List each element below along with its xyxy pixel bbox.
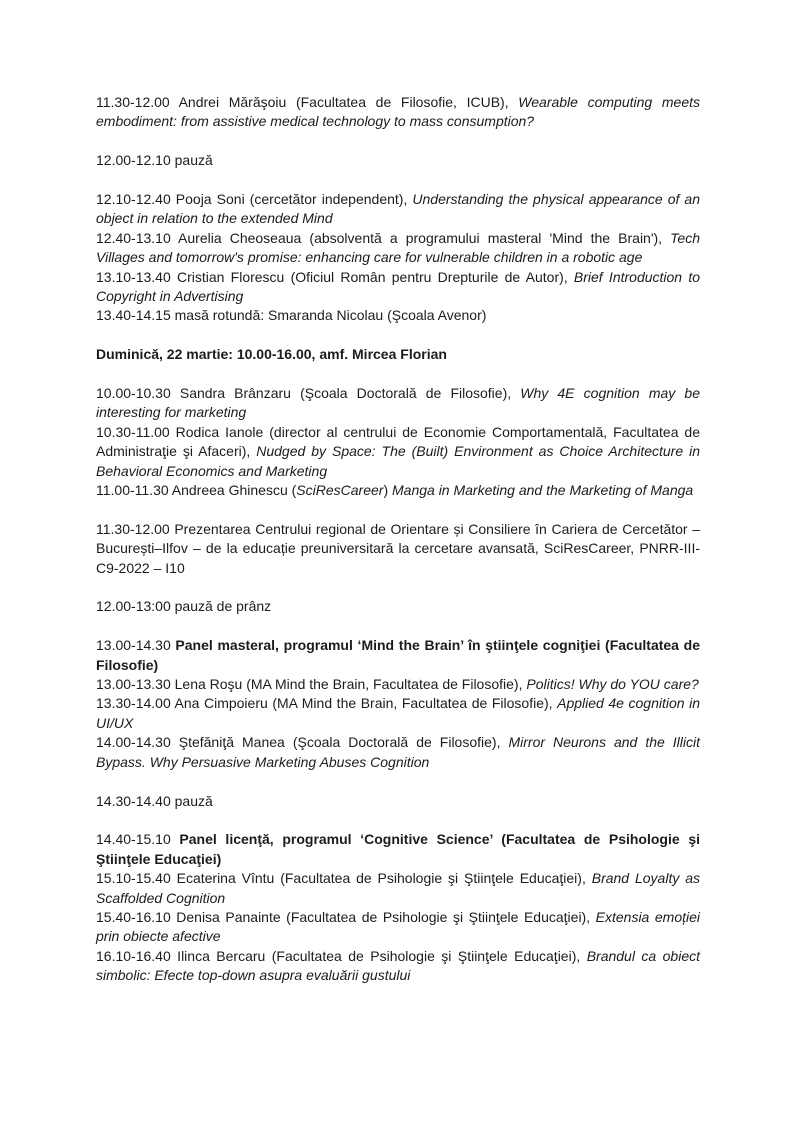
schedule-entry: [96, 733, 700, 772]
text-run: 14.40-15.10: [96, 831, 180, 848]
text-run: Mirror Neurons and the Illicit Bypass. Why Persuasive Marketing Abuses Cognition: [96, 734, 701, 770]
section-heading: [96, 830, 700, 869]
text-run: Understanding the physical appearance of an object in relation to the extended Mind: [96, 191, 701, 227]
text-run: 11.30-12.00 Andrei Mărăşoiu (Facultatea de Filosofie, ICUB),: [96, 94, 519, 110]
text-run: 11.30-12.00 Prezentarea Centrului regional de Orientare și Consiliere în Cariera de Cercetător – București–Ilfov – de la educație preuniversitară la cercetare avansată, SciResCareer, PNRR-III-C9-2022 – I10: [96, 520, 700, 576]
text-run: 13.40-14.15 masă rotundă: Smaranda Nicolau (Şcoala Avenor): [96, 307, 487, 324]
schedule-entry: [96, 190, 700, 229]
section-heading: [96, 345, 700, 364]
paragraph-spacer: [96, 500, 700, 519]
schedule-entry: [96, 694, 700, 733]
schedule-entry: [96, 675, 700, 694]
schedule-entry: [96, 151, 700, 170]
text-run: 10.30-11.00 Rodica Ianole (director al centrului de Economie Comportamentală, Facultatea de Administraţie şi Afaceri),: [96, 423, 700, 460]
text-run: 16.10-16.40 Ilinca Bercaru (Facultatea de Psihologie şi Ştiinţele Educaţiei),: [96, 947, 587, 964]
text-run: 15.10-15.40 Ecaterina Vîntu (Facultatea de Psihologie şi Ştiinţele Educaţiei),: [96, 870, 592, 887]
schedule-entry: [96, 384, 700, 423]
paragraph-spacer: [96, 617, 700, 636]
text-run: Nudged by Space: The (Built) Environment as Choice Architecture in Behavioral Economics and Marketing: [96, 443, 700, 479]
text-run: 15.40-16.10 Denisa Panainte (Facultatea de Psihologie şi Ştiinţele Educaţiei),: [96, 908, 596, 925]
schedule-entry: [96, 869, 700, 908]
schedule-entry: [96, 481, 700, 500]
text-run: 13.00-14.30: [96, 637, 176, 654]
text-run: Tech Villages and tomorrow's promise: enhancing care for vulnerable children in a robotic age: [96, 229, 700, 266]
text-run: Manga in Marketing and the Marketing of Manga: [392, 482, 694, 499]
text-run: SciResCareer: [296, 482, 384, 499]
text-run: Applied 4e cognition in UI/UX: [96, 695, 700, 731]
text-run: 12.00-12.10 pauză: [96, 152, 213, 169]
paragraph-spacer: [96, 365, 700, 384]
text-run: 12.40-13.10 Aurelia Cheoseaua (absolventă a programului masteral 'Mind the Brain'),: [96, 229, 671, 246]
schedule-entry: [96, 268, 700, 307]
text-run: Duminică, 22 martie: 10.00-16.00, amf. Mircea Florian: [96, 346, 447, 363]
text-run: ): [383, 482, 392, 499]
text-run: Brief Introduction to Copyright in Advertising: [96, 268, 701, 305]
text-run: 10.00-10.30 Sandra Brânzaru (Şcoala Doctorală de Filosofie),: [96, 385, 521, 402]
paragraph-spacer: [96, 578, 700, 597]
schedule-entry: [96, 947, 700, 986]
document-body: [96, 93, 700, 986]
schedule-entry: [96, 306, 700, 325]
text-run: Extensia emoției prin obiecte afective: [96, 908, 700, 945]
text-run: 13.00-13.30 Lena Roşu (MA Mind the Brain, Facultatea de Filosofie),: [96, 676, 527, 693]
text-run: Politics! Why do YOU care?: [526, 676, 699, 693]
text-run: 14.30-14.40 pauză: [96, 792, 213, 809]
schedule-entry: [96, 792, 700, 811]
text-run: Why 4E cognition may be interesting for marketing: [96, 385, 700, 421]
text-run: 13.30-14.00 Ana Cimpoieru (MA Mind the Brain, Facultatea de Filosofie),: [96, 695, 558, 712]
text-run: Wearable computing meets embodiment: from assistive medical technology to mass consumption?: [96, 94, 700, 130]
schedule-entry: [96, 93, 700, 132]
paragraph-spacer: [96, 326, 700, 345]
paragraph-spacer: [96, 772, 700, 791]
text-run: Brand Loyalty as Scaffolded Cognition: [96, 870, 700, 906]
schedule-entry: [96, 908, 700, 947]
schedule-entry: [96, 229, 700, 268]
text-run: 12.10-12.40 Pooja Soni (cercetător independent),: [96, 191, 413, 207]
text-run: 12.00-13:00 pauză de prânz: [96, 598, 272, 615]
schedule-entry: [96, 423, 700, 481]
text-run: Panel masteral, programul ‘Mind the Brain’ în ştiinţele cogniţiei (Facultatea de Filosofie): [96, 637, 700, 673]
paragraph-spacer: [96, 132, 700, 151]
text-run: 13.10-13.40 Cristian Florescu (Oficiul Român pentru Drepturile de Autor),: [96, 268, 574, 285]
text-run: 14.00-14.30 Ştefăniţă Manea (Şcoala Doctorală de Filosofie),: [96, 734, 509, 751]
text-run: Brandul ca obiect simbolic: Efecte top-down asupra evaluării gustului: [96, 947, 700, 984]
text-run: Panel licenţă, programul ‘Cognitive Science’ (Facultatea de Psihologie şi Ştiinţele Educaţiei): [96, 831, 700, 867]
paragraph-spacer: [96, 811, 700, 830]
paragraph-spacer: [96, 171, 700, 190]
schedule-entry: [96, 520, 700, 578]
section-heading: [96, 636, 700, 675]
schedule-entry: [96, 597, 700, 616]
text-run: 11.00-11.30 Andreea Ghinescu (: [96, 482, 297, 499]
